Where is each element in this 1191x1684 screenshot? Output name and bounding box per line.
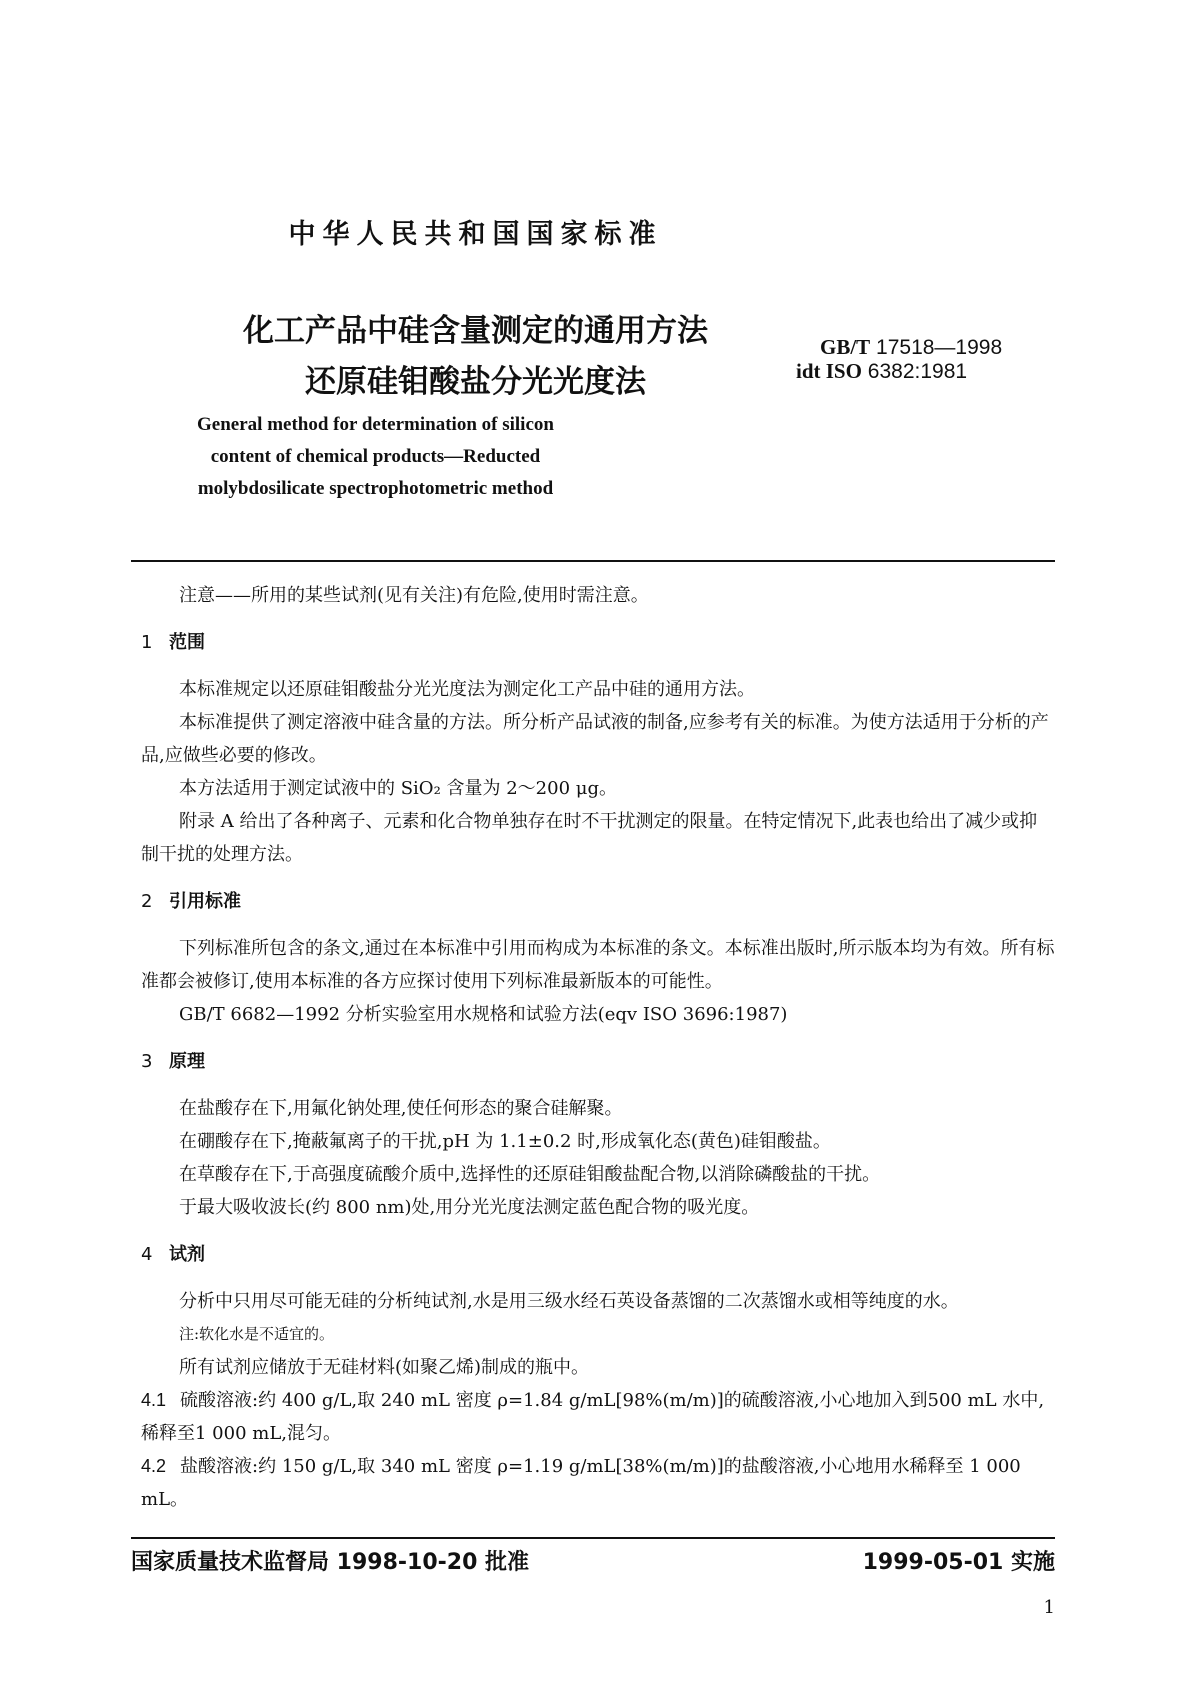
approval-statement: 国家质量技术监督局 1998-10-20 批准 [131,1550,530,1575]
section-2-heading [141,885,1055,918]
header-divider [131,560,1055,562]
principle-paragraph-3: 在草酸存在下,于高强度硫酸介质中,选择性的还原硅钼酸盐配合物,以消除磷酸盐的干扰。 [179,1164,881,1185]
footer-divider [131,1537,1055,1539]
section-number: 4 [141,1244,153,1265]
english-title-line-2: content of chemical products—Reducted [210,446,541,467]
section-title: 引用标准 [169,891,241,912]
iso-code-number: 6382:1981 [867,360,968,383]
effective-date: 1999-05-01 实施 [862,1550,1055,1575]
iso-equivalent-code [796,359,967,384]
scope-paragraph-3: 本方法适用于测定试液中的 SiO₂ 含量为 2～200 μg。 [179,778,617,799]
reference-item: GB/T 6682—1992 分析实验室用水规格和试验方法(eqv ISO 3696:1987) [179,1004,788,1025]
section-number: 2 [141,891,153,912]
iso-code-prefix: idt ISO [796,359,862,383]
english-title-line-3: molybdosilicate spectrophotometric method [197,478,554,499]
page-number: 1 [1043,1597,1055,1618]
section-number: 1 [141,632,153,653]
subsection-4-2 [141,1450,1055,1516]
principle-paragraph-2: 在硼酸存在下,掩蔽氟离子的干扰,pH 为 1.1±0.2 时,形成氧化态(黄色)硅钼酸盐。 [179,1131,831,1152]
section-title: 试剂 [169,1244,205,1265]
reagents-paragraph-2: 所有试剂应储放于无硅材料(如聚乙烯)制成的瓶中。 [179,1357,590,1378]
document-body [141,579,1055,1516]
section-3-heading [141,1045,1055,1078]
scope-paragraph-2: 本标准提供了测定溶液中硅含量的方法。所分析产品试液的制备,应参考有关的标准。为使方法适用于分析的产品,应做些必要的修改。 [141,712,1049,766]
national-standard-heading: 中华人民共和国国家标准 [288,219,663,250]
section-number: 3 [141,1051,153,1072]
subsection-text: 盐酸溶液:约 150 g/L,取 340 mL 密度 ρ=1.19 g/mL[38%(m/m)]的盐酸溶液,小心地用水稀释至 1 000 mL。 [141,1456,1021,1510]
subsection-4-1 [141,1384,1055,1450]
chinese-title-line-1: 化工产品中硅含量测定的通用方法 [243,313,708,349]
subsection-number: 4.2 [141,1456,167,1476]
principle-paragraph-1: 在盐酸存在下,用氟化钠处理,使任何形态的聚合硅解聚。 [179,1098,623,1119]
scope-paragraph-1: 本标准规定以还原硅钼酸盐分光光度法为测定化工产品中硅的通用方法。 [179,679,755,700]
principle-paragraph-4: 于最大吸收波长(约 800 nm)处,用分光光度法测定蓝色配合物的吸光度。 [179,1197,760,1218]
reagents-paragraph-1: 分析中只用尽可能无硅的分析纯试剂,水是用三级水经石英设备蒸馏的二次蒸馏水或相等纯度的水。 [179,1291,959,1312]
reagents-note: 注:软化水是不适宜的。 [179,1325,335,1343]
standard-code-number: 17518—1998 [876,336,1003,359]
standard-code-prefix: GB/T [820,335,871,359]
english-title-line-1: General method for determination of silicon [197,414,554,435]
subsection-text: 硫酸溶液:约 400 g/L,取 240 mL 密度 ρ=1.84 g/mL[98%(m/m)]的硫酸溶液,小心地加入到500 mL 水中,稀释至1 000 mL,混匀。 [141,1390,1045,1444]
warning-note: 注意——所用的某些试剂(见有关注)有危险,使用时需注意。 [179,585,649,606]
subsection-number: 4.1 [141,1390,167,1410]
section-4-heading [141,1238,1055,1271]
section-1-heading [141,626,1055,659]
scope-paragraph-4: 附录 A 给出了各种离子、元素和化合物单独存在时不干扰测定的限量。在特定情况下,此表也给出了减少或抑制干扰的处理方法。 [141,811,1038,865]
section-title: 原理 [169,1051,205,1072]
references-paragraph: 下列标准所包含的条文,通过在本标准中引用而构成为本标准的条文。本标准出版时,所示版本均为有效。所有标准都会被修订,使用本标准的各方应探讨使用下列标准最新版本的可能性。 [141,938,1055,992]
standard-code [820,335,1002,360]
section-title: 范围 [169,632,205,653]
chinese-title-line-2: 还原硅钼酸盐分光光度法 [305,364,646,400]
